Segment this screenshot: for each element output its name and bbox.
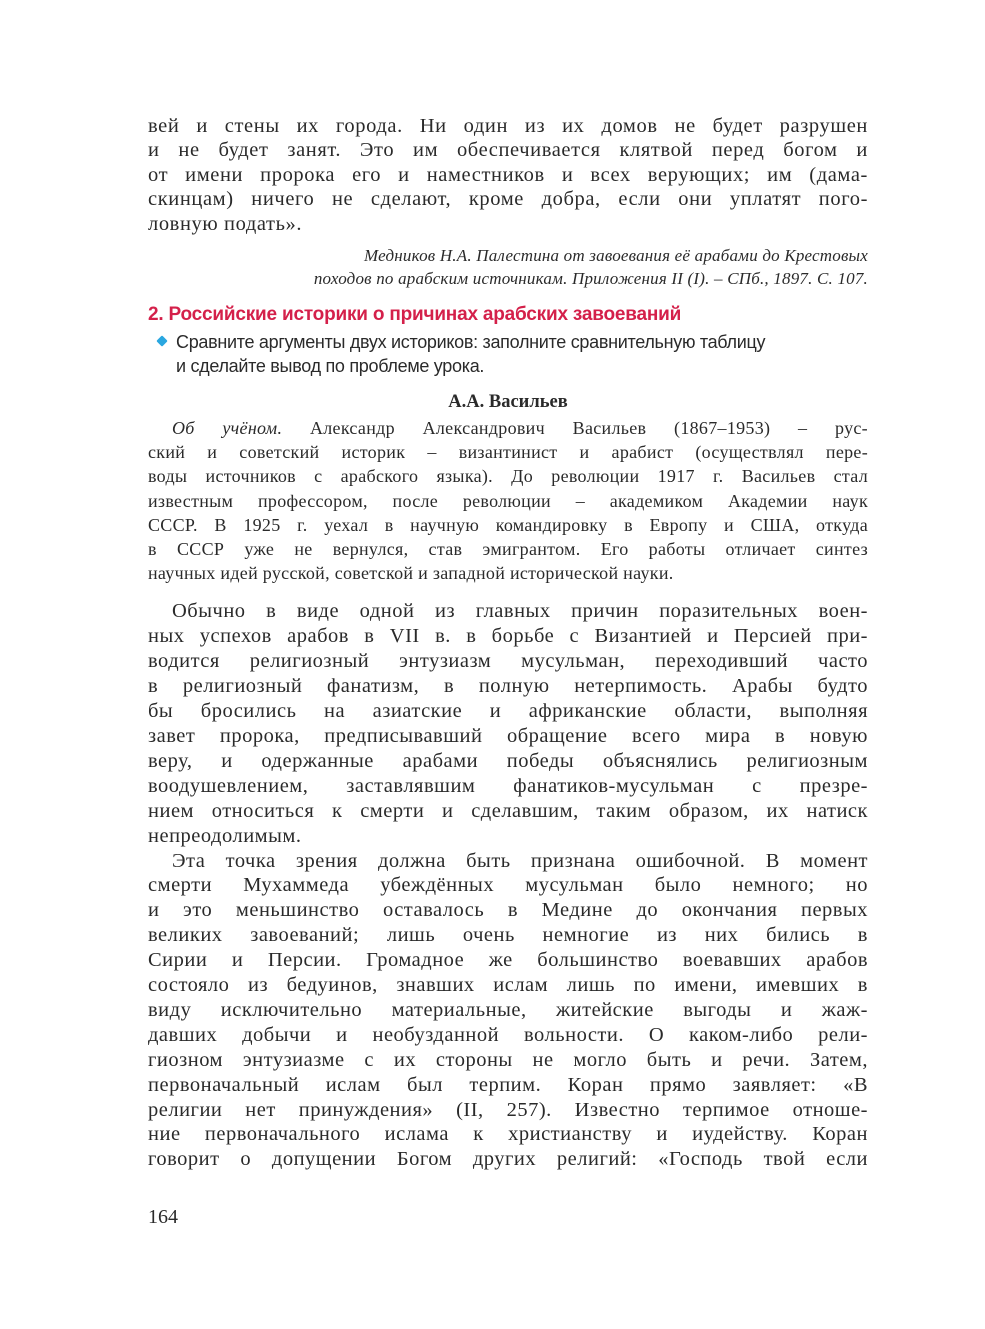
bio-line: в СССР уже не вернулся, став эмигрантом. Его работы отличает синтез [148,539,868,560]
text-line: виду исключительно материальные, житейские выгоды и жаж- [148,998,868,1021]
section-heading: 2. Российские историки о причинах арабских завоеваний [148,304,682,326]
text-line: непреодолимым. [148,824,302,847]
bio-line: научных идей русской, советской и западной исторической науки. [148,563,674,584]
text-line: нием относиться к смерти и сделавшим, таким образом, их натиск [148,799,868,822]
citation-line: Медников Н.А. Палестина от завоевания её арабами до Крестовых [364,246,868,266]
bio-line: Об учёном. Александр Александрович Васильев (1867–1953) – рус- [172,418,868,439]
textbook-page [148,114,868,1172]
text-line: завет пророка, предписывавший обращение всего мира в новую [148,724,868,747]
diamond-bullet-icon [156,335,167,346]
text-line: бы бросились на азиатские и африканские области, выполняя [148,700,868,723]
quote-continuation [148,114,868,236]
text-line: Эта точка зрения должна быть признана ошибочной. В момент [172,849,868,872]
quote-line: вей и стены их города. Ни один из их домов не будет разрушен [148,115,868,137]
text-line: давших добычи и необузданной вольности. О каком-либо рели- [148,1023,868,1046]
quote-line: скинцам) ничего не сделают, кроме добра, если они уплатят пого- [148,188,868,211]
text-line: и это меньшинство оставалось в Медине до окончания первых [148,899,868,922]
author-heading: А.А. Васильев [448,392,568,413]
author-bio [148,416,868,585]
text-line: веру, и одержанные арабами победы объяснялись религиозным [148,749,868,772]
bio-line: СССР. В 1925 г. уехал в научную командировку в Европу и США, откуда [148,514,868,535]
paragraph-1 [148,599,868,848]
quote-line: ловную подать». [148,212,303,235]
text-line: гиозном энтузиазме с их стороны не могло быть и речи. Затем, [148,1048,868,1071]
bio-line: ский и советский историк – византинист и арабист (осуществлял пере- [148,442,868,463]
text-line: говорит о допущении Богом других религий: «Господь твой если [148,1148,868,1171]
text-line: водится религиозный энтузиазм мусульман, переходивший часто [148,650,868,673]
paragraph-2 [148,849,868,1173]
quote-line: и не будет занят. Это им обеспечивается клятвой перед богом и [148,139,868,162]
text-line: в религиозный фанатизм, в полную нетерпимость. Арабы будто [148,675,868,698]
text-line: религии нет принуждения» (II, 257). Известно терпимое отноше- [148,1098,868,1121]
text-line: ние первоначального ислама к христианству и иудейству. Коран [148,1123,868,1146]
task-instruction [154,330,868,378]
page-number: 164 [148,1206,178,1228]
task-line: Сравните аргументы двух историков: заполните сравнительную таблицу [176,332,766,353]
text-line: ных успехов арабов в VII в. в борьбе с Византией и Персией при- [148,625,868,648]
text-line: смерти Мухаммеда убеждённых мусульман было немного; но [148,874,868,897]
citation-line: походов по арабским источникам. Приложения II (I). – СПб., 1897. С. 107. [313,269,868,289]
text-line: Сирии и Персии. Громадное же большинство воевавших арабов [148,949,868,972]
bio-line: известным профессором, после революции – академиком Академии наук [148,490,868,511]
source-citation [148,244,868,290]
text-line: воодушевлением, заставлявшим фанатиков-мусульман с презре- [148,774,868,797]
task-line: и сделайте вывод по проблеме урока. [176,356,485,377]
text-line: первоначальный ислам был терпим. Коран прямо заявляет: «В [148,1073,868,1096]
bio-line: воды источников с арабского языка). До революции 1917 г. Васильев стал [148,466,868,487]
bio-lead: Об учёном. [172,418,283,439]
text-line: состояло из бедуинов, знавших ислам лишь по имени, имевших в [148,974,868,997]
text-line: великих завоеваний; лишь очень немногие из них бились в [148,924,868,947]
text-line: Обычно в виде одной из главных причин поразительных воен- [172,600,868,623]
quote-line: от имени пророка его и наместников и всех верующих; им (дама- [148,163,868,186]
